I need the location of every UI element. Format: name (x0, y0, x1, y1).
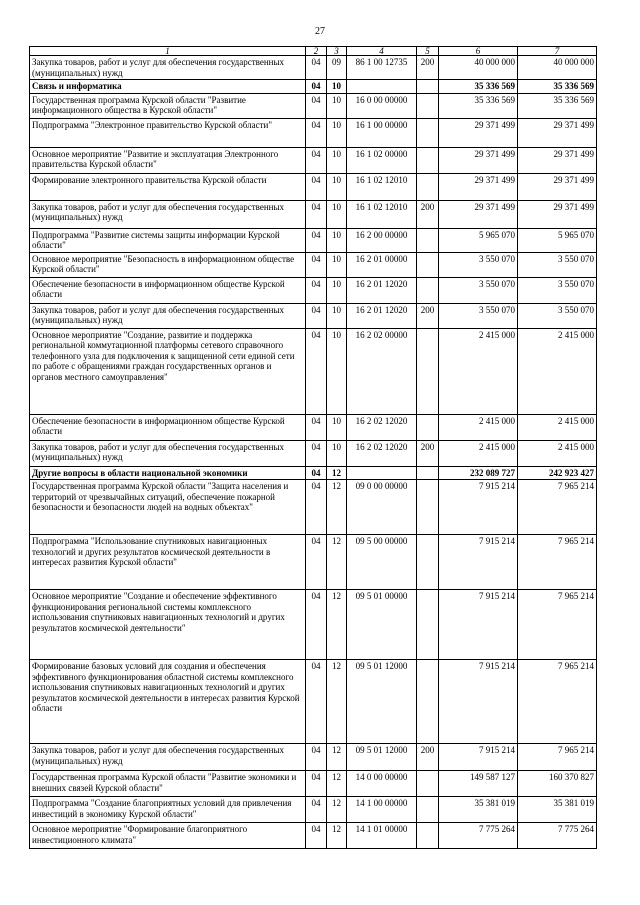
row-amount-year-2: 3 550 070 (518, 252, 597, 277)
row-section: 04 (306, 93, 327, 118)
row-amount-year-2: 7 775 264 (518, 823, 597, 849)
row-amount-year-2: 3 550 070 (518, 277, 597, 303)
table-row (30, 823, 597, 849)
row-subsection: 10 (327, 173, 347, 200)
row-subsection: 12 (327, 797, 347, 823)
row-section: 04 (306, 252, 327, 277)
row-subsection: 10 (327, 80, 347, 94)
row-name: Другие вопросы в области национальной экономики (30, 466, 306, 480)
row-section: 04 (306, 823, 327, 849)
row-amount-year-1: 29 371 499 (439, 147, 518, 173)
row-amount-year-1: 2 415 000 (439, 328, 518, 414)
row-expense-type: 200 (417, 440, 439, 466)
row-amount-year-1: 29 371 499 (439, 173, 518, 200)
row-name: Государственная программа Курской области "Развитие экономики и внешних связей Курской области" (30, 771, 306, 797)
row-target-article: 86 1 00 12735 (347, 56, 417, 80)
table-row (30, 200, 597, 228)
row-target-article: 09 0 00 00000 (347, 480, 417, 535)
row-amount-year-1: 7 775 264 (439, 823, 518, 849)
row-section: 04 (306, 440, 327, 466)
table-row (30, 660, 597, 744)
table-row (30, 118, 597, 147)
row-section: 04 (306, 80, 327, 94)
row-expense-type: 200 (417, 200, 439, 228)
row-amount-year-2: 5 965 070 (518, 228, 597, 252)
row-subsection: 12 (327, 590, 347, 660)
row-amount-year-2: 29 371 499 (518, 173, 597, 200)
row-amount-year-1: 40 000 000 (439, 56, 518, 80)
row-name: Основное мероприятие "Развитие и эксплуатация Электронного правительства Курской области" (30, 147, 306, 173)
table-row (30, 228, 597, 252)
row-name: Подпрограмма "Использование спутниковых навигационных технологий и других результатов космической деятельности в интересах развития Курской области" (30, 535, 306, 590)
row-section: 04 (306, 744, 327, 771)
row-amount-year-2: 29 371 499 (518, 200, 597, 228)
row-expense-type: 200 (417, 56, 439, 80)
table-header-row (30, 47, 597, 56)
row-name: Подпрограмма "Развитие системы защиты информации Курской области" (30, 228, 306, 252)
row-amount-year-1: 7 915 214 (439, 744, 518, 771)
row-subsection: 10 (327, 277, 347, 303)
row-section: 04 (306, 797, 327, 823)
row-amount-year-2: 2 415 000 (518, 440, 597, 466)
row-target-article: 16 2 01 12020 (347, 277, 417, 303)
row-name: Основное мероприятие "Безопасность в информационном обществе Курской области" (30, 252, 306, 277)
row-expense-type (417, 797, 439, 823)
row-subsection: 10 (327, 118, 347, 147)
row-target-article (347, 466, 417, 480)
row-section: 04 (306, 173, 327, 200)
row-target-article: 16 2 02 12020 (347, 440, 417, 466)
row-name: Связь и информатика (30, 80, 306, 94)
row-amount-year-1: 7 915 214 (439, 660, 518, 744)
row-target-article: 16 1 02 12010 (347, 200, 417, 228)
row-amount-year-2: 7 965 214 (518, 660, 597, 744)
row-name: Закупка товаров, работ и услуг для обеспечения государственных (муниципальных) нужд (30, 744, 306, 771)
row-amount-year-1: 7 915 214 (439, 535, 518, 590)
row-subsection: 10 (327, 228, 347, 252)
table-row (30, 466, 597, 480)
table-row (30, 480, 597, 535)
row-name: Закупка товаров, работ и услуг для обеспечения государственных (муниципальных) нужд (30, 440, 306, 466)
row-name: Закупка товаров, работ и услуг для обеспечения государственных (муниципальных) нужд (30, 303, 306, 328)
row-name: Закупка товаров, работ и услуг для обеспечения государственных (муниципальных) нужд (30, 200, 306, 228)
row-name: Закупка товаров, работ и услуг для обеспечения государственных (муниципальных) нужд (30, 56, 306, 80)
row-amount-year-2: 7 965 214 (518, 590, 597, 660)
row-section: 04 (306, 466, 327, 480)
row-expense-type (417, 660, 439, 744)
row-expense-type (417, 80, 439, 94)
row-subsection: 12 (327, 535, 347, 590)
row-target-article: 14 1 01 00000 (347, 823, 417, 849)
row-expense-type: 200 (417, 303, 439, 328)
table-row (30, 303, 597, 328)
row-section: 04 (306, 414, 327, 440)
row-section: 04 (306, 200, 327, 228)
header-col-target-article: 4 (347, 47, 417, 56)
row-expense-type (417, 771, 439, 797)
row-amount-year-2: 40 000 000 (518, 56, 597, 80)
row-amount-year-1: 35 336 569 (439, 93, 518, 118)
row-subsection: 10 (327, 440, 347, 466)
row-amount-year-1: 232 089 727 (439, 466, 518, 480)
row-name: Подпрограмма "Электронное правительство Курской области" (30, 118, 306, 147)
row-section: 04 (306, 118, 327, 147)
row-amount-year-2: 29 371 499 (518, 118, 597, 147)
row-target-article: 09 5 01 12000 (347, 660, 417, 744)
row-section: 04 (306, 480, 327, 535)
row-target-article: 09 5 01 00000 (347, 590, 417, 660)
row-name: Формирование электронного правительства Курской области (30, 173, 306, 200)
row-section: 04 (306, 147, 327, 173)
table-row (30, 252, 597, 277)
row-target-article: 16 1 02 12010 (347, 173, 417, 200)
row-expense-type (417, 414, 439, 440)
row-amount-year-2: 7 965 214 (518, 744, 597, 771)
table-row (30, 414, 597, 440)
row-expense-type (417, 252, 439, 277)
row-amount-year-1: 29 371 499 (439, 118, 518, 147)
table-row (30, 440, 597, 466)
row-target-article: 16 2 01 00000 (347, 252, 417, 277)
row-amount-year-1: 3 550 070 (439, 277, 518, 303)
row-subsection: 10 (327, 303, 347, 328)
table-row (30, 173, 597, 200)
row-target-article: 16 2 02 00000 (347, 328, 417, 414)
row-amount-year-2: 2 415 000 (518, 328, 597, 414)
row-expense-type (417, 277, 439, 303)
header-col-section: 2 (306, 47, 327, 56)
row-section: 04 (306, 303, 327, 328)
row-name: Государственная программа Курской области "Развитие информационного общества в Курской области" (30, 93, 306, 118)
row-section: 04 (306, 328, 327, 414)
row-amount-year-1: 3 550 070 (439, 303, 518, 328)
row-name: Обеспечение безопасности в информационном обществе Курской области (30, 277, 306, 303)
row-name: Обеспечение безопасности в информационном обществе Курской области (30, 414, 306, 440)
row-target-article (347, 80, 417, 94)
row-amount-year-1: 5 965 070 (439, 228, 518, 252)
row-target-article: 14 1 00 00000 (347, 797, 417, 823)
row-name: Формирование базовых условий для создания и обеспечения эффективного функционирования областной системы комплексного использования спутниковых навигационных технологий и других результатов космической деятельности в интересах развития Курской области (30, 660, 306, 744)
row-section: 04 (306, 56, 327, 80)
row-amount-year-1: 2 415 000 (439, 440, 518, 466)
table-row (30, 797, 597, 823)
row-expense-type (417, 228, 439, 252)
row-target-article: 16 2 02 12020 (347, 414, 417, 440)
row-amount-year-1: 149 587 127 (439, 771, 518, 797)
row-expense-type (417, 466, 439, 480)
row-expense-type (417, 823, 439, 849)
row-amount-year-1: 3 550 070 (439, 252, 518, 277)
row-subsection: 12 (327, 823, 347, 849)
row-target-article: 16 0 00 00000 (347, 93, 417, 118)
row-section: 04 (306, 535, 327, 590)
table-row (30, 56, 597, 80)
row-amount-year-2: 7 965 214 (518, 480, 597, 535)
header-col-year-2: 7 (518, 47, 597, 56)
row-name: Государственная программа Курской области "Защита населения и территорий от чрезвычайных ситуаций, обеспечение пожарной безопасности и безопасности людей на водных объектах" (30, 480, 306, 535)
row-subsection: 10 (327, 147, 347, 173)
row-section: 04 (306, 660, 327, 744)
table-row (30, 744, 597, 771)
budget-table (29, 46, 597, 849)
header-col-subsection: 3 (327, 47, 347, 56)
row-target-article: 16 1 00 00000 (347, 118, 417, 147)
row-subsection: 10 (327, 252, 347, 277)
header-col-year-1: 6 (439, 47, 518, 56)
row-expense-type (417, 535, 439, 590)
header-col-expense-type: 5 (417, 47, 439, 56)
row-subsection: 10 (327, 93, 347, 118)
row-expense-type (417, 328, 439, 414)
row-expense-type (417, 118, 439, 147)
table-row (30, 147, 597, 173)
row-subsection: 10 (327, 414, 347, 440)
row-subsection: 10 (327, 328, 347, 414)
row-expense-type (417, 173, 439, 200)
row-subsection: 12 (327, 480, 347, 535)
row-amount-year-2: 7 965 214 (518, 535, 597, 590)
table-body (30, 56, 597, 849)
row-expense-type (417, 93, 439, 118)
row-subsection: 12 (327, 660, 347, 744)
row-target-article: 16 2 01 12020 (347, 303, 417, 328)
table-row (30, 80, 597, 94)
row-target-article: 16 2 00 00000 (347, 228, 417, 252)
row-section: 04 (306, 590, 327, 660)
header-col-name: 1 (30, 47, 306, 56)
row-amount-year-1: 7 915 214 (439, 480, 518, 535)
table-row (30, 277, 597, 303)
table-row (30, 328, 597, 414)
row-expense-type: 200 (417, 744, 439, 771)
row-target-article: 09 5 00 00000 (347, 535, 417, 590)
row-amount-year-2: 242 923 427 (518, 466, 597, 480)
row-subsection: 12 (327, 466, 347, 480)
row-expense-type (417, 480, 439, 535)
row-section: 04 (306, 228, 327, 252)
row-subsection: 09 (327, 56, 347, 80)
table-row (30, 771, 597, 797)
row-amount-year-2: 160 370 827 (518, 771, 597, 797)
row-expense-type (417, 590, 439, 660)
row-target-article: 14 0 00 00000 (347, 771, 417, 797)
row-amount-year-1: 2 415 000 (439, 414, 518, 440)
row-name: Основное мероприятие "Создание и обеспечение эффективного функционирования региональной системы комплексного использования спутниковых навигационных технологий и других результатов космической деятельности" (30, 590, 306, 660)
row-amount-year-2: 29 371 499 (518, 147, 597, 173)
page-number: 27 (315, 26, 325, 37)
row-target-article: 09 5 01 12000 (347, 744, 417, 771)
row-name: Основное мероприятие "Формирование благоприятного инвестиционного климата" (30, 823, 306, 849)
row-section: 04 (306, 277, 327, 303)
table-row (30, 535, 597, 590)
table-row (30, 590, 597, 660)
row-expense-type (417, 147, 439, 173)
row-amount-year-2: 35 381 019 (518, 797, 597, 823)
row-name: Основное мероприятие "Создание, развитие и поддержка региональной коммутационной платформы сетевого справочного телефонного узла для подключения к защищенной сети единой сети по работе с обращениями граждан государственных органов и органов местного самоуправления" (30, 328, 306, 414)
row-amount-year-1: 35 336 569 (439, 80, 518, 94)
row-name: Подпрограмма "Создание благоприятных условий для привлечения инвестиций в экономику Курской области" (30, 797, 306, 823)
row-amount-year-1: 35 381 019 (439, 797, 518, 823)
row-amount-year-1: 7 915 214 (439, 590, 518, 660)
row-subsection: 12 (327, 771, 347, 797)
row-target-article: 16 1 02 00000 (347, 147, 417, 173)
row-amount-year-1: 29 371 499 (439, 200, 518, 228)
row-subsection: 12 (327, 744, 347, 771)
row-amount-year-2: 35 336 569 (518, 93, 597, 118)
table-row (30, 93, 597, 118)
row-amount-year-2: 2 415 000 (518, 414, 597, 440)
row-amount-year-2: 35 336 569 (518, 80, 597, 94)
row-subsection: 10 (327, 200, 347, 228)
row-section: 04 (306, 771, 327, 797)
row-amount-year-2: 3 550 070 (518, 303, 597, 328)
